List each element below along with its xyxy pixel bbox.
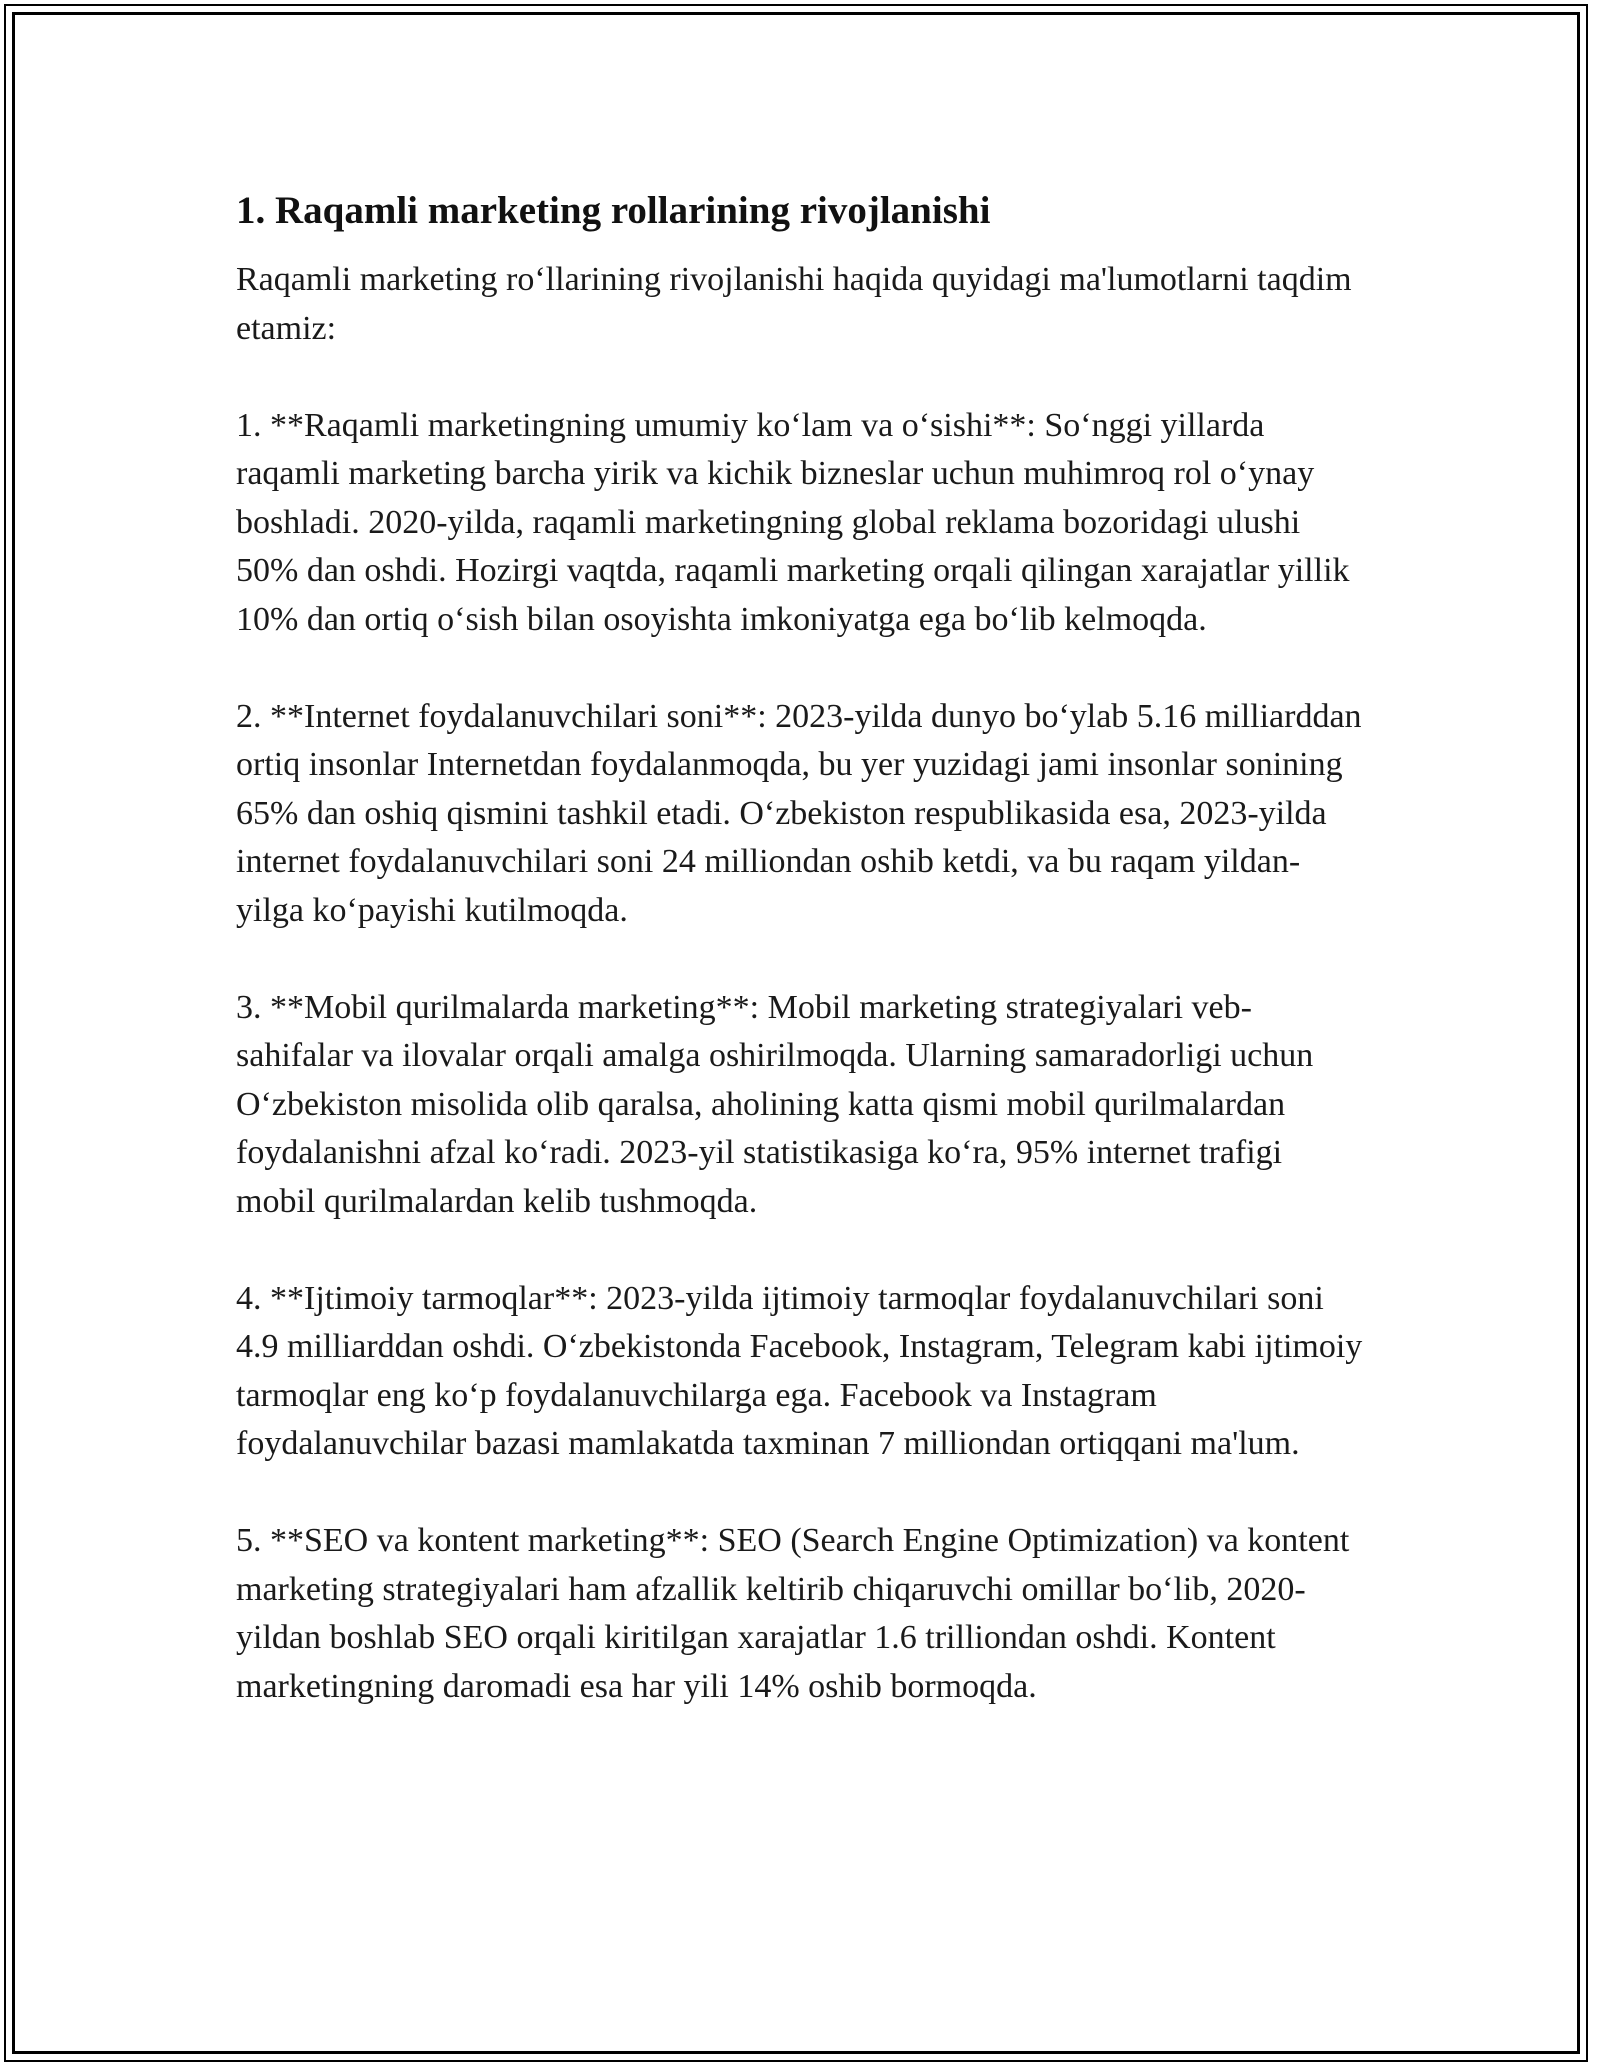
document-body [236,186,1366,1760]
list-item-2: 2. **Internet foydalanuvchilari soni**: 2023-yilda dunyo bo‘ylab 5.16 milliarddan ortiq insonlar Internetdan foydalanmoqda, bu yer yuzidagi jami insonlar sonining 65% dan oshiq qismini tashkil etadi. O‘zbekiston respublikasida esa, 2023-yilda internet foydalanuvchilari soni 24 milliondan oshib ketdi, va bu raqam yildan-yilga ko‘payishi kutilmoqda. [236,697,1362,929]
list-item-5: 5. **SEO va kontent marketing**: SEO (Search Engine Optimization) va kontent marketing strategiyalari ham afzallik keltirib chiqaruvchi omillar bo‘lib, 2020-yildan boshlab SEO orqali kiritilgan xarajatlar 1.6 trilliondan oshdi. Kontent marketingning daromadi esa har yili 14% oshib bormoqda. [236,1522,1350,1705]
section-heading: 1. Raqamli marketing rollarining rivojlanishi [236,189,991,232]
list-item-4: 4. **Ijtimoiy tarmoqlar**: 2023-yilda ijtimoiy tarmoqlar foydalanuvchilari soni 4.9 milliarddan oshdi. O‘zbekistonda Facebook, Instagram, Telegram kabi ijtimoiy tarmoqlar eng ko‘p foydalanuvchilarga ega. Facebook va Instagram foydalanuvchilar bazasi mamlakatda taxminan 7 milliondan ortiqqani ma'lum. [236,1279,1363,1462]
intro-paragraph: Raqamli marketing ro‘llarining rivojlanishi haqida quyidagi ma'lumotlarni taqdim etamiz: [236,261,1352,347]
list-item-1: 1. **Raqamli marketingning umumiy ko‘lam va o‘sishi**: So‘nggi yillarda raqamli marketing barcha yirik va kichik bizneslar uchun muhimroq rol o‘ynay boshladi. 2020-yilda, raqamli marketingning global reklama bozoridagi ulushi 50% dan oshdi. Hozirgi vaqtda, raqamli marketing orqali qilingan xarajatlar yillik 10% dan ortiq o‘sish bilan osoyishta imkoniyatga ega bo‘lib kelmoqda. [236,406,1350,638]
list-item-3: 3. **Mobil qurilmalarda marketing**: Mobil marketing strategiyalari veb-sahifalar va ilovalar orqali amalga oshirilmoqda. Ularning samaradorligi uchun O‘zbekiston misolida olib qaralsa, aholining katta qismi mobil qurilmalardan foydalanishni afzal ko‘radi. 2023-yil statistikasiga ko‘ra, 95% internet trafigi mobil qurilmalardan kelib tushmoqda. [236,988,1314,1220]
